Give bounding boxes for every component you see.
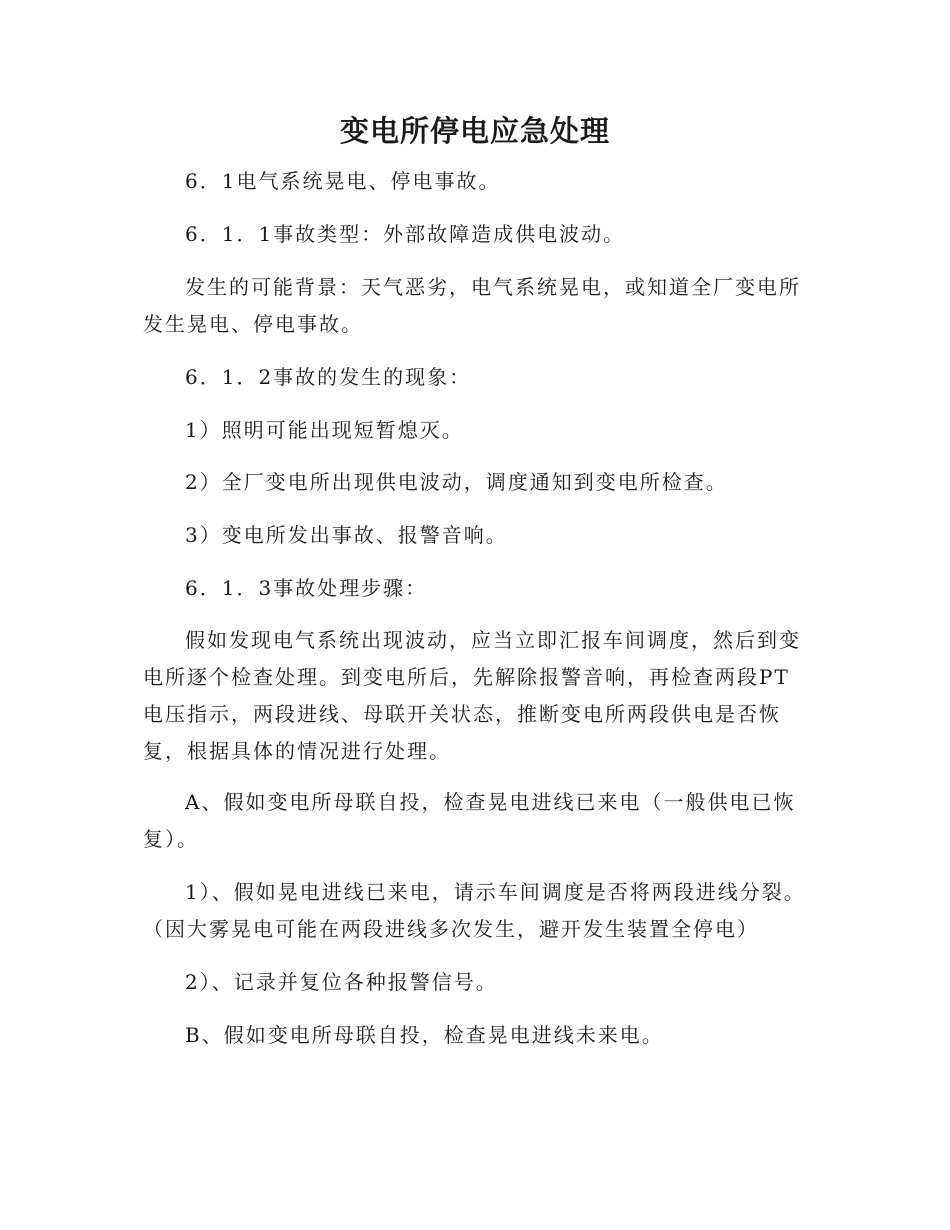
paragraph-background: 发生的可能背景：天气恶劣，电气系统晃电，或知道全厂变电所发生晃电、停电事故。	[143, 275, 801, 336]
paragraph-section-6-1-1: 6．1．1事故类型：外部故障造成供电波动。	[185, 222, 626, 246]
paragraph-case-b: B、假如变电所母联自投，检查晃电进线未来电。	[185, 1023, 664, 1047]
paragraph-case-a: A、假如变电所母联自投，检查晃电进线已来电（一般供电已恢复）。	[143, 790, 796, 851]
paragraph-phenomenon-3: 3）变电所发出事故、报警音响。	[185, 523, 508, 547]
paragraph-case-a-step-2: 2）、记录并复位各种报警信号。	[185, 970, 498, 994]
document-title: 变电所停电应急处理	[339, 114, 610, 148]
paragraph-case-a-step-1: 1）、假如晃电进线已来电，请示车间调度是否将两段进线分裂。（因大雾晃电可能在两段进线多次发生，避开发生装置全停电）	[143, 880, 806, 941]
paragraph-procedure: 假如发现电气系统出现波动，应当立即汇报车间调度，然后到变电所逐个检查处理。到变电所后，先解除报警音响，再检查两段PT电压指示，两段进线、母联开关状态，推断变电所两段供电是否恢复，根据具体的情况进行处理。	[143, 628, 801, 763]
paragraph-phenomenon-1: 1）照明可能出现短暂熄灭。	[185, 418, 464, 442]
paragraph-section-6-1: 6．1电气系统晃电、停电事故。	[185, 169, 501, 193]
paragraph-phenomenon-2: 2）全厂变电所出现供电波动，调度通知到变电所检查。	[185, 470, 728, 494]
paragraph-section-6-1-3: 6．1．3事故处理步骤：	[185, 576, 428, 600]
paragraph-section-6-1-2: 6．1．2事故的发生的现象：	[185, 365, 472, 389]
